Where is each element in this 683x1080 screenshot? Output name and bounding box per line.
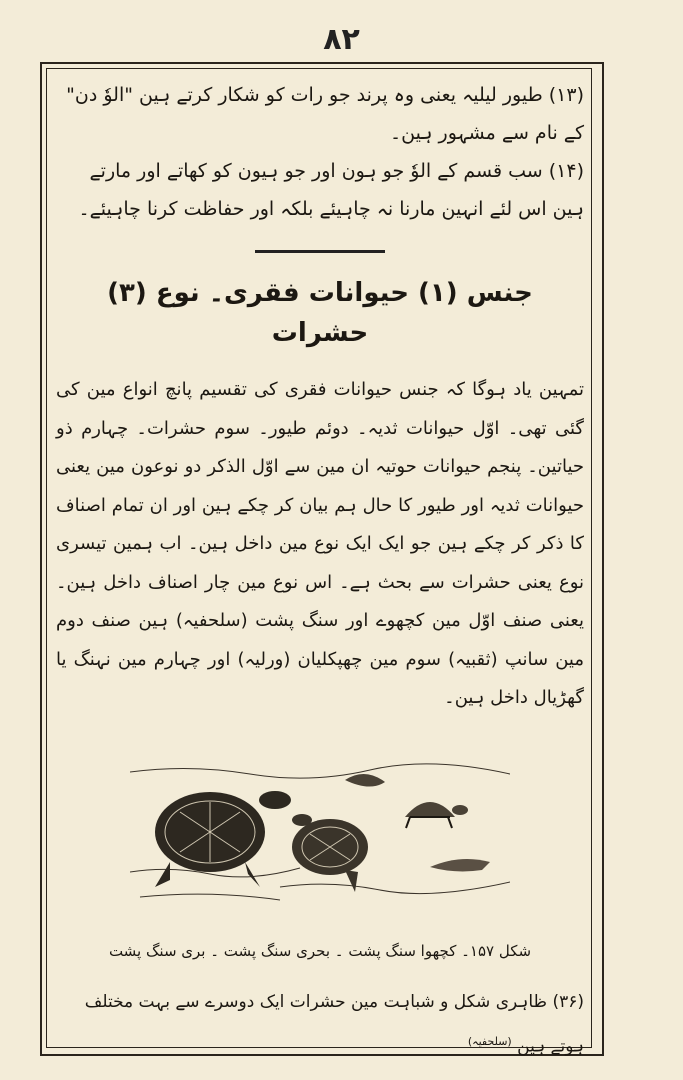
section-divider [255,250,385,253]
sea-turtle-icon [292,814,368,892]
page-number: ۸۲ [323,22,360,57]
section-body: تمہین یاد ہوگا کہ جنس حیوانات فقری کی تقسیم پانچ انواع مین کی گئی تھی۔ اوّل حیوانات ثدیہ۔ دوئم طیور۔ سوم حشرات۔ چہارم ذو حیاتین۔ پنجم حیوانات حوتیہ ان مین سے اوّل الذکر دو نوعون مین یعنی حیوانات ثدیہ اور طیور کا حال ہم بیان کر چکے ہین اور ان تمام اصناف کا ذکر کر چکے ہین جو ایک ایک نوع مین داخل ہین۔ اب ہمین تیسری نوع یعنی حشرات سے بحث ہے۔ اس نوع مین چار اصناف داخل ہین۔ یعنی صنف اوّل مین کچھوے اور سنگ پشت (سلحفیہ) ہین صنف دوم مین سانپ (ثقبیہ) سوم مین چھپکلیان (ورلیہ) اور چہارم مین نہنگ یا گھڑیال داخل ہین۔ [56,379,584,708]
land-turtle-icon [405,802,468,828]
footnote-superscript: (سلحفیہ) [467,1035,512,1048]
section-heading: جنس (۱) حیوانات فقری۔ نوع (۳) حشرات [107,278,533,348]
page-content [56,76,584,718]
turtles-illustration [130,762,510,907]
paragraph-14: (۱۴) سب قسم کے الوٗ جو ہون اور جو ہیون کو کھاتے اور مارتے ہین اس لئے انہین مارنا نہ چاہیئے بلکہ اور حفاظت کرنا چاہیئے۔ [78,160,584,220]
footnote [56,982,584,1067]
paragraph-13: (۱۳) طیور لیلیہ یعنی وہ پرند جو رات کو شکار کرتے ہین "الوٗ دن" کے نام سے مشہور ہین۔ [66,84,584,144]
figure-caption: شکل ۱۵۷۔ کچھوا سنگ پشت ۔ بحری سنگ پشت ۔ بری سنگ پشت [108,942,532,960]
footnote-text: (۳۶) ظاہری شکل و شباہت مین حشرات ایک دوسرے سے بہت مختلف ہوتے ہین [84,992,584,1057]
large-turtle-icon [155,791,291,887]
